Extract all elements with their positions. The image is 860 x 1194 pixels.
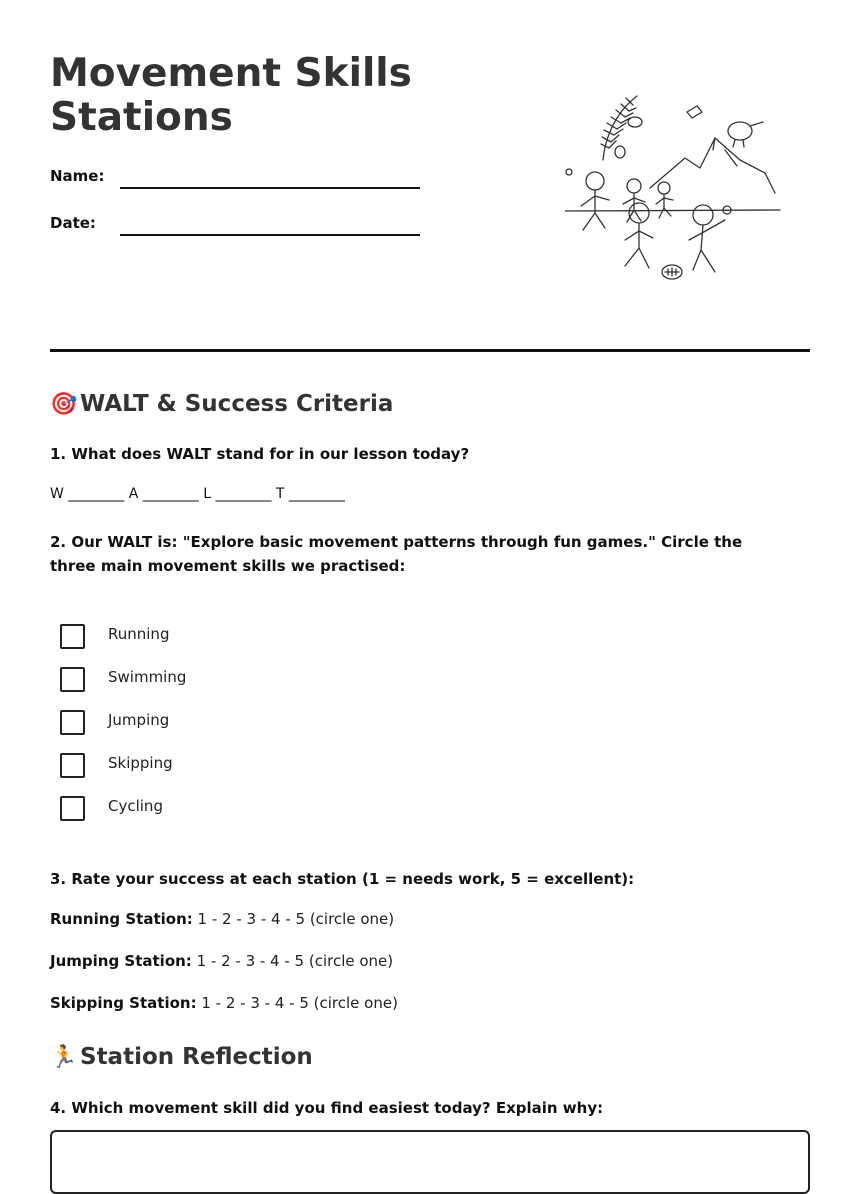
checkbox[interactable] (60, 667, 85, 692)
name-line[interactable] (120, 187, 420, 189)
walt-blanks[interactable]: W ________ A ________ L ________ T ________ (50, 486, 345, 502)
answer-box[interactable] (50, 1130, 810, 1194)
question-3: 3. Rate your success at each station (1 = needs work, 5 = excellent): (50, 870, 635, 888)
reflection-section-heading: 🏃 Station Reflection (50, 1042, 313, 1073)
checkbox[interactable] (60, 710, 85, 735)
walt-section-heading: 🎯 WALT & Success Criteria (50, 389, 393, 420)
children-running-illustration (565, 88, 790, 293)
date-label: Date: (50, 214, 96, 232)
running-person-icon: 🏃 (50, 1045, 78, 1070)
target-icon: 🎯 (50, 392, 78, 417)
question-1: 1. What does WALT stand for in our lesson today? (50, 445, 470, 463)
page-title: Movement Skills Stations (50, 51, 412, 140)
question-4: 4. Which movement skill did you find easiest today? Explain why: (50, 1099, 604, 1117)
rating-skipping[interactable]: Skipping Station: 1 - 2 - 3 - 4 - 5 (circle one) (50, 994, 398, 1012)
checkbox[interactable] (60, 753, 85, 778)
name-field[interactable] (50, 167, 470, 207)
date-line[interactable] (120, 234, 420, 236)
rating-jumping[interactable]: Jumping Station: 1 - 2 - 3 - 4 - 5 (circle one) (50, 952, 394, 970)
checkbox[interactable] (60, 796, 85, 821)
name-label: Name: (50, 167, 105, 185)
question-2: 2. Our WALT is: "Explore basic movement patterns through fun games." Circle the three main movement skills we practised: (50, 533, 743, 575)
header-divider (50, 349, 810, 352)
rating-running[interactable]: Running Station: 1 - 2 - 3 - 4 - 5 (circle one) (50, 910, 395, 928)
date-field[interactable] (50, 214, 470, 254)
checkbox[interactable] (60, 624, 85, 649)
